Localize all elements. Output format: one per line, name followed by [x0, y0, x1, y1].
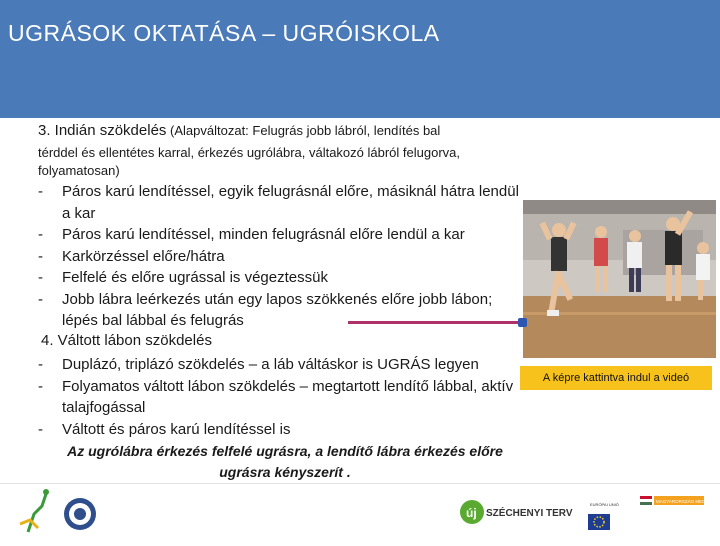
section3-heading-note: (Alapváltozat: Felugrás jobb lábról, lendítés bal	[166, 123, 441, 138]
section3-list	[38, 181, 528, 332]
arrow-head-icon	[518, 318, 527, 327]
section3-heading	[38, 122, 440, 139]
list-item-text: Karkörzéssel előre/hátra	[62, 247, 225, 265]
list-dash: -	[38, 290, 43, 308]
footer-logos	[0, 484, 720, 541]
gym-photo-icon	[523, 200, 716, 358]
list-dash: -	[38, 183, 43, 200]
list-item	[38, 246, 528, 268]
list-dash: -	[38, 377, 43, 395]
szechenyi-logo-text: SZÉCHENYI TERV	[486, 508, 573, 519]
section4-heading: 4. Váltott lábon szökdelés	[41, 332, 212, 349]
list-item	[38, 376, 538, 419]
list-dash: -	[38, 356, 43, 373]
slide-header	[0, 0, 720, 118]
list-dash: -	[38, 420, 43, 438]
section3-heading-main: 3. Indián szökdelés	[38, 122, 167, 139]
list-dash: -	[38, 247, 43, 265]
slide-footer	[0, 483, 720, 541]
list-item	[38, 224, 528, 246]
list-item	[38, 181, 528, 224]
eu-flag-text: EURÓPAI UNIÓ	[590, 502, 619, 507]
list-item-text: Páros karú lendítéssel, minden felugrásnál előre lendül a kar	[62, 226, 465, 243]
list-item	[38, 289, 528, 332]
section3-description: térddel és ellentétes karral, érkezés ugrólábra, váltakozó lábról felugorva, folyamatosan)	[38, 145, 461, 178]
hungary-text: MAGYARORSZÁG MEGÚJUL	[656, 499, 717, 504]
list-item-text: Duplázó, triplázó szökdelés – a láb váltáskor is UGRÁS legyen	[62, 356, 479, 373]
list-dash: -	[38, 226, 43, 243]
list-item-text: Jobb lábra leérkezés után egy lapos szökkenés előre jobb lábon; lépés bal lábbal és felugrás	[62, 290, 493, 329]
slide-title: UGRÁSOK OKTATÁSA – UGRÓISKOLA	[8, 20, 440, 46]
list-item-text: Folyamatos váltott lábon szökdelés – megtartott lendítő lábbal, aktív talajfogással	[62, 377, 514, 416]
list-item	[38, 267, 528, 289]
svg-text:új: új	[466, 506, 477, 520]
runner-logo-icon	[20, 489, 49, 532]
video-caption[interactable]: A képre kattintva indul a videó	[520, 366, 712, 390]
list-item	[38, 419, 538, 441]
emphasis-text: Az ugrólábra érkezés felfelé ugrásra, a lendítő lábra érkezés előre ugrásra kényszerít .	[67, 443, 503, 480]
video-thumbnail[interactable]	[523, 200, 716, 358]
university-seal-icon	[64, 498, 96, 530]
list-item-text: Váltott és páros karú lendítéssel is	[62, 420, 291, 438]
list-item-text: Páros karú lendítéssel, egyik felugrásnál előre, másiknál hátra lendül a kar	[62, 183, 519, 222]
pointer-arrow	[348, 321, 520, 324]
list-item	[38, 354, 538, 376]
list-item-text: Felfelé és előre ugrással is végeztessük	[62, 269, 328, 286]
szechenyi-logo-icon	[460, 500, 484, 524]
section4-list	[38, 354, 538, 440]
list-dash: -	[38, 269, 43, 286]
eu-flag-icon	[588, 514, 610, 530]
